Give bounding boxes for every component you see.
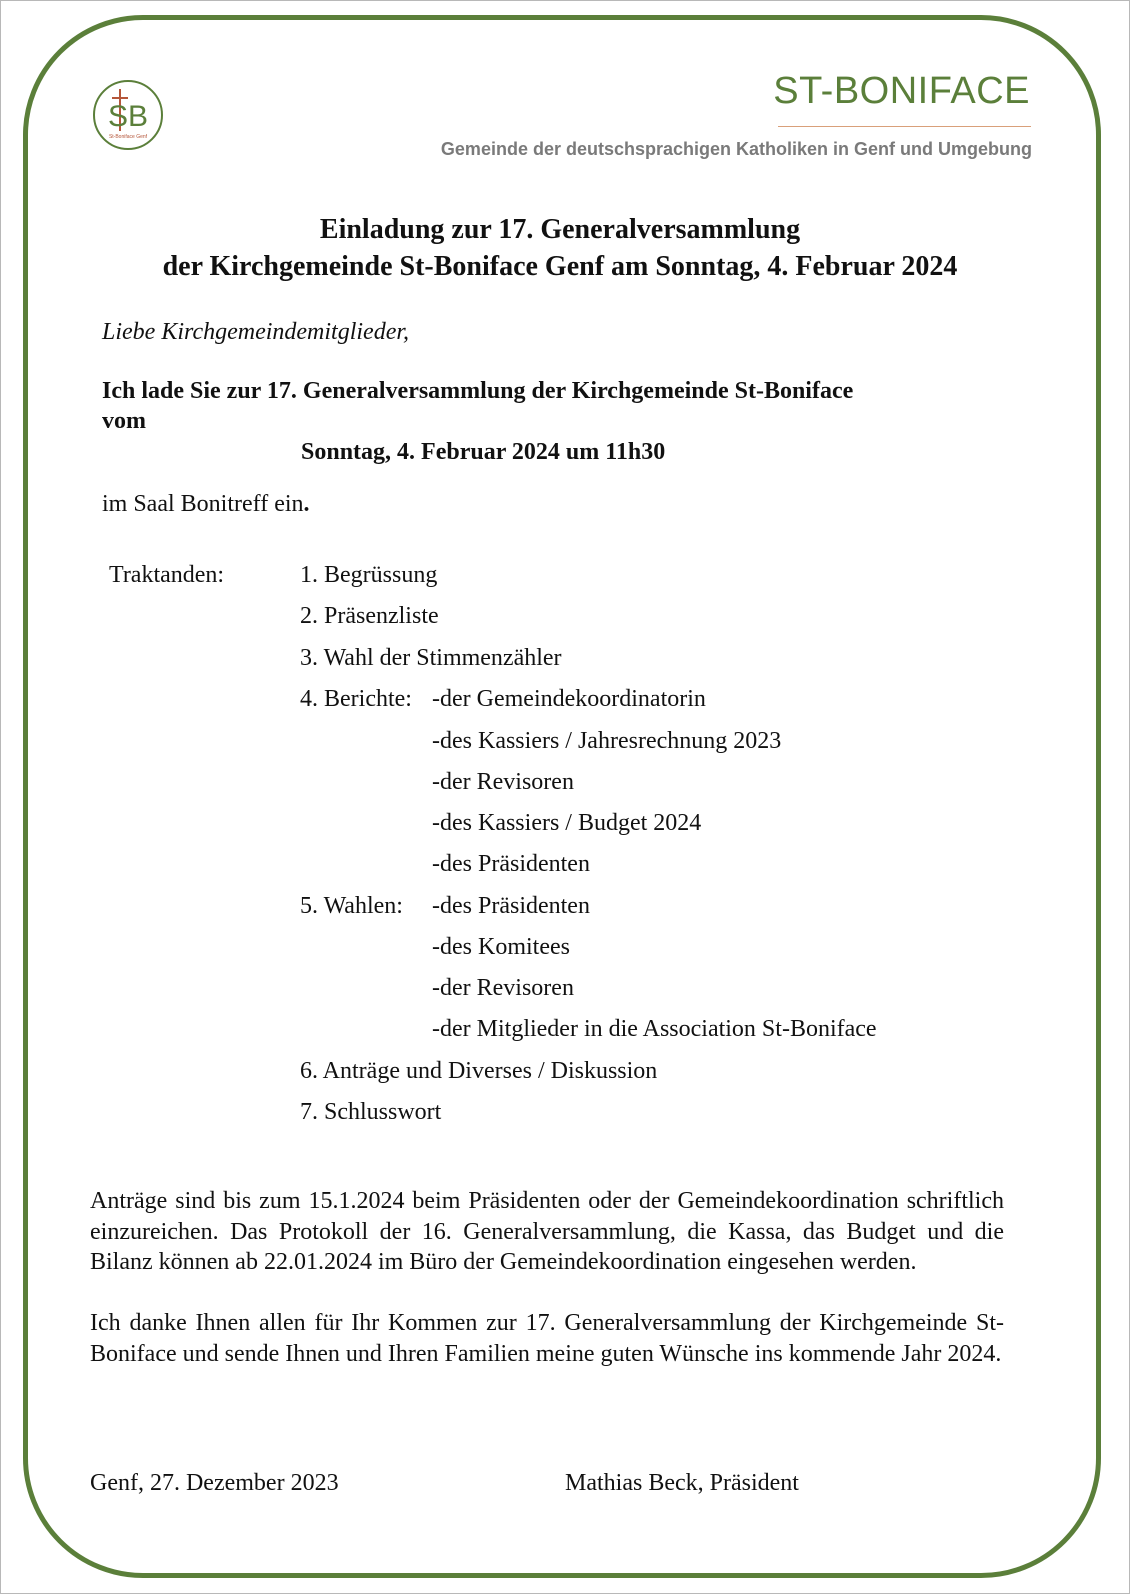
agenda-subitem: -der Revisoren xyxy=(432,769,574,795)
closing-paragraph-1: Anträge sind bis zum 15.1.2024 beim Präsidenten oder der Gemeindekoordination schriftlich einzureichen. Das Protokoll der 16. Generalversammlung, die Kassa, das Budget und die Bilanz können ab 22.01.2024 im Büro der Gemeindekoordination eingesehen werden. xyxy=(90,1188,1004,1275)
agenda-subitem: -des Präsidenten xyxy=(432,851,590,877)
agenda-subitem: -der Revisoren xyxy=(432,975,574,1001)
location-period: . xyxy=(303,491,310,517)
agenda-subitem: -des Komitees xyxy=(432,934,570,960)
place-and-date: Genf, 27. Dezember 2023 xyxy=(90,1470,339,1496)
invitation-line-2: vom xyxy=(102,408,146,434)
agenda-item: 2. Präsenzliste xyxy=(300,603,439,629)
parish-logo xyxy=(92,79,164,151)
meeting-location xyxy=(102,491,310,518)
agenda-item: 6. Anträge und Diverses / Diskussion xyxy=(300,1058,658,1084)
agenda-item: 7. Schlusswort xyxy=(300,1099,442,1125)
title-line-1: Einladung zur 17. Generalversammlung xyxy=(319,214,801,245)
title-line-2: der Kirchgemeinde St-Boniface Genf am Sonntag, 4. Februar 2024 xyxy=(162,251,958,282)
agenda-item: 1. Begrüssung xyxy=(300,562,438,588)
logo-subtext: St-Boniface Genf xyxy=(108,134,148,140)
agenda-item: 3. Wahl der Stimmenzähler xyxy=(300,645,562,671)
invitation-line-1: Ich lade Sie zur 17. Generalversammlung der Kirchgemeinde St-Boniface xyxy=(102,378,854,404)
logo-letters: SB xyxy=(107,100,149,133)
agenda-subitem: -des Kassiers / Budget 2024 xyxy=(432,810,702,836)
closing-paragraph-2: Ich danke Ihnen allen für Ihr Kommen zur 17. Generalversammlung der Kirchgemeinde St-Boniface und sende Ihnen und Ihren Familien meine guten Wünsche ins kommende Jahr 2024. xyxy=(90,1310,1004,1367)
signature-line: Mathias Beck, Präsident xyxy=(565,1470,799,1496)
agenda-subitem: -der Gemeindekoordinatorin xyxy=(432,686,706,712)
greeting: Liebe Kirchgemeindemitglieder, xyxy=(102,319,410,345)
agenda-item: 4. Berichte: xyxy=(300,686,412,712)
agenda-item: 5. Wahlen: xyxy=(300,893,403,919)
meeting-date-time: Sonntag, 4. Februar 2024 um 11h30 xyxy=(301,439,666,465)
tagline: Gemeinde der deutschsprachigen Katholiken in Genf und Umgebung xyxy=(440,139,1032,159)
agenda-subitem: -des Präsidenten xyxy=(432,893,590,919)
agenda-subitem: -des Kassiers / Jahresrechnung 2023 xyxy=(432,728,782,754)
brand-name: ST-BONIFACE xyxy=(773,70,1030,112)
brand-divider xyxy=(778,126,1031,127)
agenda-subitem: -der Mitglieder in die Association St-Boniface xyxy=(432,1016,877,1042)
agenda-label: Traktanden: xyxy=(109,562,225,588)
location-text: im Saal Bonitreff ein xyxy=(102,491,304,517)
